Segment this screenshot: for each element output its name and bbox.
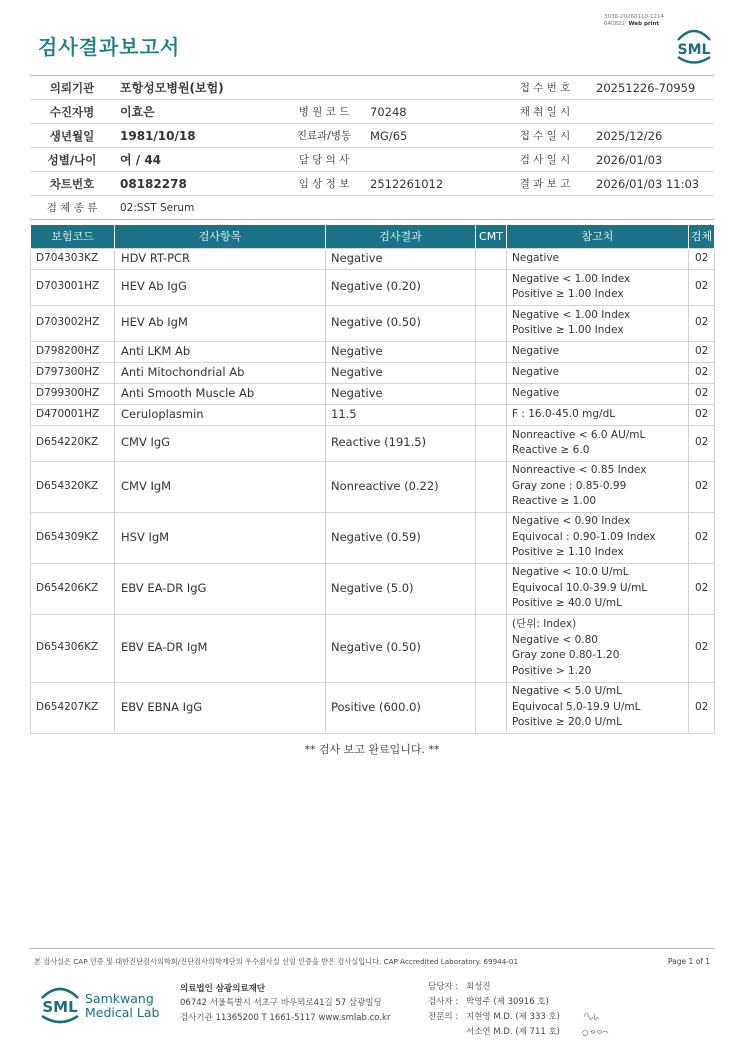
reference-line: Gray zone : 0.85-0.99: [512, 479, 627, 492]
reference-line: Positive > 1.20: [512, 664, 592, 677]
test-item: EBV EA-DR IgM: [115, 614, 326, 682]
test-code: D654207KZ: [31, 682, 115, 733]
test-code: D704303KZ: [31, 248, 115, 269]
result-row: [31, 404, 715, 425]
info-value: 1981/10/18: [114, 124, 284, 148]
info-row: [30, 148, 714, 172]
test-cmt: [476, 341, 507, 362]
info-label: 생년월일: [30, 124, 114, 148]
specimen-code: 02: [689, 614, 715, 682]
sml-footer-logo-icon: [36, 980, 84, 1026]
specimen-code: 02: [689, 512, 715, 563]
info-value: MG/65: [364, 124, 500, 148]
signature-image: [578, 1005, 610, 1041]
result-row: [31, 425, 715, 461]
test-cmt: [476, 269, 507, 305]
header-specimen: 검체: [689, 225, 715, 248]
info-label: 차트번호: [30, 172, 114, 196]
reference-range: [507, 269, 689, 305]
info-label: 의뢰기관: [30, 76, 114, 100]
page-title: 검사결과보고서: [38, 35, 181, 59]
header-cmt: CMT: [476, 225, 507, 248]
test-cmt: [476, 512, 507, 563]
reference-line: Reactive ≥ 1.00: [512, 495, 597, 508]
cert-note: 본 검사실은 CAP 인증 및 대한진단검사의학회/진단검사의학재단의 우수검사실 신임 인증을 받은 검사실입니다. CAP Accredited Laboratory. 69944-01: [34, 957, 519, 966]
test-cmt: [476, 425, 507, 461]
info-value: 20251226-70959: [590, 76, 714, 100]
staff-name: 박영주 (제 30916 호): [466, 997, 549, 1007]
info-row: [30, 100, 714, 124]
reference-line: Positive ≥ 1.00 Index: [512, 288, 624, 300]
info-value: 2025/12/26: [590, 124, 714, 148]
reference-range: [507, 563, 689, 614]
test-cmt: [476, 682, 507, 733]
test-result: Negative (5.0): [326, 563, 476, 614]
test-cmt: [476, 383, 507, 404]
test-item: Anti LKM Ab: [115, 341, 326, 362]
test-item: Ceruloplasmin: [115, 404, 326, 425]
reference-line: Equivocal : 0.90-1.09 Index: [512, 530, 656, 543]
results-header-row: [31, 225, 715, 248]
info-value: 70248: [364, 100, 500, 124]
result-row: [31, 563, 715, 614]
test-code: D654206KZ: [31, 563, 115, 614]
test-code: D654306KZ: [31, 614, 115, 682]
reference-range: [507, 425, 689, 461]
staff-row: [428, 980, 560, 995]
staff-name: 지현영 M.D. (제 333 호): [466, 1012, 561, 1022]
document-code: [604, 14, 664, 28]
foundation-contact: 검사기관 11365200 T 1661-5117 www.smlab.co.kr: [180, 1013, 391, 1023]
test-item: CMV IgG: [115, 425, 326, 461]
test-cmt: [476, 614, 507, 682]
result-row: [31, 362, 715, 383]
test-cmt: [476, 248, 507, 269]
staff-row: [428, 1010, 560, 1025]
test-item: Anti Smooth Muscle Ab: [115, 383, 326, 404]
test-result: Negative (0.50): [326, 614, 476, 682]
staff-role: 전문의 :: [428, 1012, 459, 1022]
specimen-code: 02: [689, 425, 715, 461]
info-label: [284, 76, 364, 100]
info-label: 진료과/병동: [284, 124, 364, 148]
staff-row: [428, 1025, 560, 1040]
test-result: Negative: [326, 248, 476, 269]
header-insurance-code: 보험코드: [31, 225, 115, 248]
result-row: [31, 614, 715, 682]
info-label: 임 상 정 보: [284, 172, 364, 196]
reference-line: Negative < 1.00 Index: [512, 308, 631, 321]
info-value: [364, 76, 500, 100]
result-row: [31, 682, 715, 733]
specimen-code: 02: [689, 269, 715, 305]
specimen-code: 02: [689, 383, 715, 404]
reference-line: Reactive ≥ 6.0: [512, 444, 590, 456]
result-row: [31, 461, 715, 512]
reference-line: Nonreactive < 0.85 Index: [512, 464, 647, 477]
staff-role: [428, 1025, 466, 1040]
info-label: 검 사 일 시: [500, 148, 590, 172]
completion-note: ** 검사 보고 완료입니다. **: [304, 743, 440, 756]
sml-logo-text: SML: [677, 42, 711, 58]
info-value: [364, 148, 500, 172]
test-result: Reactive (191.5): [326, 425, 476, 461]
specimen-code: 02: [689, 404, 715, 425]
reference-line: Positive ≥ 1.10 Index: [512, 546, 624, 559]
test-cmt: [476, 305, 507, 341]
brand-line2: Medical Lab: [85, 1005, 160, 1020]
staff-role: 검사자 :: [428, 997, 459, 1007]
test-result: Negative: [326, 383, 476, 404]
test-item: HEV Ab IgG: [115, 269, 326, 305]
test-code: D654309KZ: [31, 512, 115, 563]
test-result: 11.5: [326, 404, 476, 425]
staff-name: 서소연 M.D. (제 711 호): [466, 1027, 561, 1037]
info-label: 담 당 의 사: [284, 148, 364, 172]
web-print-label: Web print: [628, 21, 660, 27]
document-code-line2: 040822: [604, 21, 625, 27]
reference-line: Negative: [512, 251, 560, 264]
test-code: D470001HZ: [31, 404, 115, 425]
info-label: 채 취 일 시: [500, 100, 590, 124]
test-item: CMV IgM: [115, 461, 326, 512]
test-item: HSV IgM: [115, 512, 326, 563]
reference-line: Negative < 0.90 Index: [512, 515, 631, 528]
test-cmt: [476, 362, 507, 383]
info-label: 접 수 일 시: [500, 124, 590, 148]
reference-line: Positive ≥ 40.0 U/mL: [512, 597, 622, 610]
reference-range: [507, 404, 689, 425]
info-value: 포항성모병원(보험): [114, 76, 284, 100]
test-result: Negative: [326, 341, 476, 362]
brand-line1: Samkwang: [85, 991, 154, 1006]
reference-range: [507, 614, 689, 682]
test-result: Negative (0.50): [326, 305, 476, 341]
reference-line: Negative < 0.80: [512, 633, 598, 646]
test-cmt: [476, 563, 507, 614]
staff-row: [428, 995, 560, 1010]
test-result: Negative (0.59): [326, 512, 476, 563]
reference-line: Equivocal 5.0-19.9 U/mL: [512, 700, 641, 713]
reference-line: Negative: [512, 365, 560, 378]
footer-divider: [30, 948, 714, 949]
header-reference: 참고치: [507, 225, 689, 248]
staff-list: [428, 980, 560, 1040]
test-code: D798200HZ: [31, 341, 115, 362]
reference-line: Negative: [512, 344, 560, 357]
reference-range: [507, 682, 689, 733]
reference-line: Positive ≥ 1.00 Index: [512, 324, 624, 336]
result-row: [31, 383, 715, 404]
specimen-code: 02: [689, 362, 715, 383]
reference-line: F : 16.0-45.0 mg/dL: [512, 407, 616, 420]
reference-line: Negative < 10.0 U/mL: [512, 566, 629, 579]
info-row: [30, 124, 714, 148]
reference-line: Negative < 5.0 U/mL: [512, 685, 622, 698]
reference-range: [507, 305, 689, 341]
info-value: 여 / 44: [114, 148, 284, 172]
specimen-code: 02: [689, 341, 715, 362]
specimen-code: 02: [689, 682, 715, 733]
reference-line: Equivocal 10.0-39.9 U/mL: [512, 581, 648, 594]
test-item: EBV EA-DR IgG: [115, 563, 326, 614]
reference-line: Negative: [512, 386, 560, 399]
test-code: D703002HZ: [31, 305, 115, 341]
test-code: D703001HZ: [31, 269, 115, 305]
sml-footer-logo-text: SML: [42, 998, 78, 1016]
info-row-specimen: [30, 196, 714, 220]
info-value: 2026/01/03 11:03: [590, 172, 714, 196]
reference-range: [507, 341, 689, 362]
result-row: [31, 341, 715, 362]
info-label: 수진자명: [30, 100, 114, 124]
reference-line: Gray zone 0.80-1.20: [512, 649, 620, 661]
header-test-item: 검사항목: [115, 225, 326, 248]
test-item: EBV EBNA IgG: [115, 682, 326, 733]
result-row: [31, 248, 715, 269]
page-number: Page 1 of 1: [668, 957, 711, 966]
info-value: 이효은: [114, 100, 284, 124]
info-row: [30, 76, 714, 100]
specimen-code: 02: [689, 461, 715, 512]
info-label: 성별/나이: [30, 148, 114, 172]
reference-range: [507, 383, 689, 404]
specimen-code: 02: [689, 563, 715, 614]
test-item: HDV RT-PCR: [115, 248, 326, 269]
staff-name: 최성진: [466, 982, 491, 992]
brand-name: [85, 992, 159, 1020]
reference-range: [507, 461, 689, 512]
results-table: [30, 225, 715, 734]
test-code: D799300HZ: [31, 383, 115, 404]
test-code: D797300HZ: [31, 362, 115, 383]
specimen-code: 02: [689, 305, 715, 341]
test-item: Anti Mitochondrial Ab: [115, 362, 326, 383]
test-result: Negative: [326, 362, 476, 383]
result-row: [31, 512, 715, 563]
test-result: Positive (600.0): [326, 682, 476, 733]
specimen-value: 02:SST Serum: [114, 196, 714, 220]
test-result: Negative (0.20): [326, 269, 476, 305]
info-label: 접 수 번 호: [500, 76, 590, 100]
specimen-label: 검 체 종 류: [30, 196, 114, 220]
test-cmt: [476, 461, 507, 512]
info-value: 08182278: [114, 172, 284, 196]
foundation-name: 의료법인 삼광의료재단: [180, 984, 266, 994]
foundation-address: 06742 서울특별시 서초구 바우뫼로41길 57 삼광빌딩: [180, 998, 382, 1008]
result-row: [31, 305, 715, 341]
header-result: 검사결과: [326, 225, 476, 248]
staff-role: 담당자 :: [428, 982, 459, 992]
test-cmt: [476, 404, 507, 425]
test-code: D654220KZ: [31, 425, 115, 461]
sml-logo-icon: [672, 24, 716, 64]
reference-range: [507, 248, 689, 269]
reference-range: [507, 362, 689, 383]
info-value: [590, 100, 714, 124]
info-label: 결 과 보 고: [500, 172, 590, 196]
document-code-line1: 3036-20260110-1214: [604, 14, 664, 20]
specimen-code: 02: [689, 248, 715, 269]
info-value: 2026/01/03: [590, 148, 714, 172]
test-result: Nonreactive (0.22): [326, 461, 476, 512]
reference-line: Nonreactive < 6.0 AU/mL: [512, 428, 646, 441]
reference-line: Negative < 1.00 Index: [512, 272, 631, 285]
test-item: HEV Ab IgM: [115, 305, 326, 341]
info-value: 2512261012: [364, 172, 500, 196]
reference-line: Positive ≥ 20.0 U/mL: [512, 716, 622, 729]
test-code: D654320KZ: [31, 461, 115, 512]
reference-line: (단위: Index): [512, 618, 577, 630]
result-row: [31, 269, 715, 305]
info-label: 병 원 코 드: [284, 100, 364, 124]
reference-range: [507, 512, 689, 563]
info-row: [30, 172, 714, 196]
patient-info-table: [30, 75, 714, 220]
